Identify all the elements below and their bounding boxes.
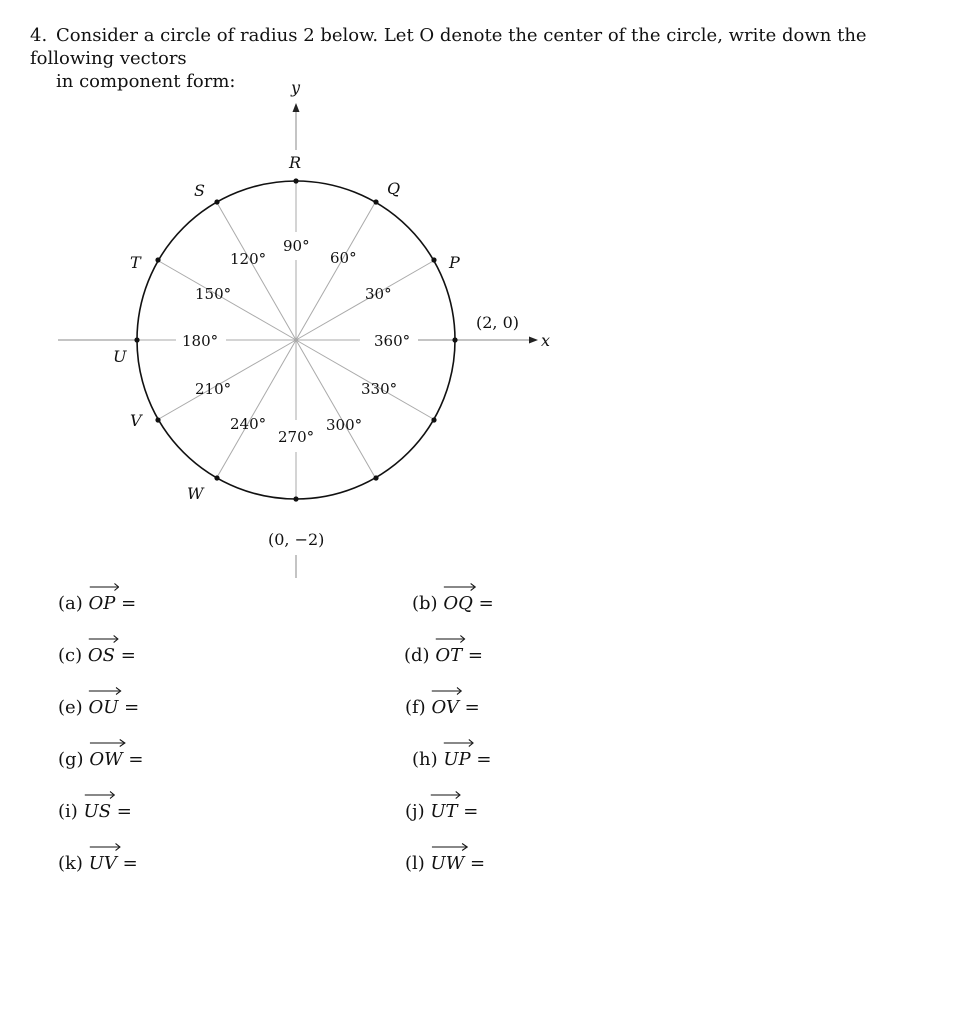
vector-name: OP <box>88 593 116 614</box>
label-V: V <box>130 411 142 430</box>
vector-OT <box>435 644 462 668</box>
vector-UP <box>443 748 470 772</box>
part-label: (g) <box>58 749 84 770</box>
vector-UT <box>430 800 457 824</box>
angle-180: 180° <box>182 332 219 350</box>
label-Q: Q <box>387 179 401 198</box>
vector-name: OT <box>435 645 463 666</box>
label-T: T <box>130 253 141 272</box>
equals-sign: = <box>464 697 480 718</box>
vector-OS <box>88 644 115 668</box>
equals-sign: = <box>122 853 138 874</box>
part-l <box>405 852 485 876</box>
label-W: W <box>187 484 204 503</box>
part-k <box>58 852 138 876</box>
point-90 <box>293 178 298 183</box>
point-60 <box>373 199 378 204</box>
angle-30: 30° <box>365 285 392 303</box>
vector-arrow-icon <box>430 790 461 800</box>
part-a <box>58 592 136 616</box>
vector-name: OU <box>88 697 119 718</box>
angle-90: 90° <box>283 237 310 255</box>
coord-0-neg2: (0, −2) <box>268 530 325 549</box>
vector-arrow-icon <box>431 686 462 696</box>
vector-name: OQ <box>443 593 473 614</box>
angle-270: 270° <box>278 428 315 446</box>
equals-sign: = <box>121 593 137 614</box>
point-120 <box>214 199 219 204</box>
x-axis-arrowhead <box>529 337 538 344</box>
vector-name: OS <box>87 645 115 666</box>
angle-330: 330° <box>361 380 398 398</box>
problem-text-line2: in component form: <box>56 71 236 92</box>
problem-number: 4. <box>30 25 48 46</box>
vector-arrow-icon <box>88 634 119 644</box>
axis-y-label: y <box>291 78 301 97</box>
angle-240: 240° <box>230 415 267 433</box>
part-g <box>58 748 143 772</box>
ray-60 <box>296 201 376 340</box>
part-label: (j) <box>405 801 425 822</box>
part-b <box>412 592 494 616</box>
vector-arrow-icon <box>431 842 469 852</box>
vector-arrow-icon <box>443 738 474 748</box>
vector-arrow-icon <box>89 738 126 748</box>
vector-name: UP <box>443 749 471 770</box>
vector-arrow-icon <box>435 634 466 644</box>
angle-150: 150° <box>195 285 232 303</box>
angle-120: 120° <box>230 250 267 268</box>
point-30 <box>431 257 436 262</box>
point-180 <box>134 337 139 342</box>
problem-text-line1: Consider a circle of radius 2 below. Let O denote the center of the circle, write down the following vectors <box>30 25 867 69</box>
vector-name: US <box>83 801 112 822</box>
angle-300: 300° <box>326 416 363 434</box>
vector-OU <box>88 696 118 720</box>
equals-sign: = <box>476 749 492 770</box>
part-label: (i) <box>58 801 78 822</box>
y-axis-arrowhead <box>293 103 300 112</box>
part-h <box>412 748 491 772</box>
axis-x-label: x <box>541 331 551 350</box>
point-270 <box>293 496 298 501</box>
equals-sign: = <box>478 593 494 614</box>
point-240 <box>214 475 219 480</box>
vector-arrow-icon <box>89 842 121 852</box>
part-label: (k) <box>58 853 83 874</box>
part-j <box>405 800 478 824</box>
vector-OP <box>89 592 116 616</box>
vector-arrow-icon <box>443 582 477 592</box>
angle-210: 210° <box>195 380 232 398</box>
vector-US <box>84 800 112 824</box>
equals-sign: = <box>467 645 483 666</box>
vector-name: UV <box>88 853 117 874</box>
part-label: (f) <box>405 697 426 718</box>
coord-2-0: (2, 0) <box>476 313 520 332</box>
equals-sign: = <box>124 697 140 718</box>
point-210 <box>155 417 160 422</box>
part-f <box>405 696 480 720</box>
point-300 <box>373 475 378 480</box>
part-c <box>58 644 136 668</box>
vector-OV <box>431 696 458 720</box>
angle-360: 360° <box>374 332 411 350</box>
part-e <box>58 696 139 720</box>
vector-arrow-icon <box>88 686 122 696</box>
point-0 <box>452 337 457 342</box>
vector-OQ <box>443 592 473 616</box>
vector-arrow-icon <box>89 582 120 592</box>
point-labels <box>113 153 460 503</box>
part-i <box>58 800 132 824</box>
point-330 <box>431 417 436 422</box>
part-d <box>404 644 483 668</box>
label-R: R <box>289 153 302 172</box>
part-label: (d) <box>404 645 430 666</box>
equals-sign: = <box>128 749 144 770</box>
ray-240 <box>216 340 296 479</box>
point-150 <box>155 257 160 262</box>
vector-name: UW <box>430 853 465 874</box>
vector-UW <box>431 852 465 876</box>
vector-OW <box>89 748 122 772</box>
vector-name: OW <box>89 749 123 770</box>
part-label: (b) <box>412 593 438 614</box>
vector-name: OV <box>431 697 459 718</box>
vector-UV <box>89 852 117 876</box>
label-S: S <box>194 181 205 200</box>
vector-name: UT <box>430 801 458 822</box>
equals-sign: = <box>469 853 486 874</box>
part-label: (l) <box>405 853 425 874</box>
equals-sign: = <box>463 801 479 822</box>
label-U: U <box>113 347 127 366</box>
part-label: (e) <box>58 697 83 718</box>
equals-sign: = <box>116 801 132 822</box>
ray-300 <box>296 340 376 479</box>
vector-arrow-icon <box>84 790 116 800</box>
part-label: (h) <box>412 749 438 770</box>
label-P: P <box>449 253 460 272</box>
ray-120 <box>216 201 296 340</box>
part-label: (c) <box>58 645 83 666</box>
angle-60: 60° <box>330 249 357 267</box>
part-label: (a) <box>58 593 83 614</box>
equals-sign: = <box>120 645 136 666</box>
